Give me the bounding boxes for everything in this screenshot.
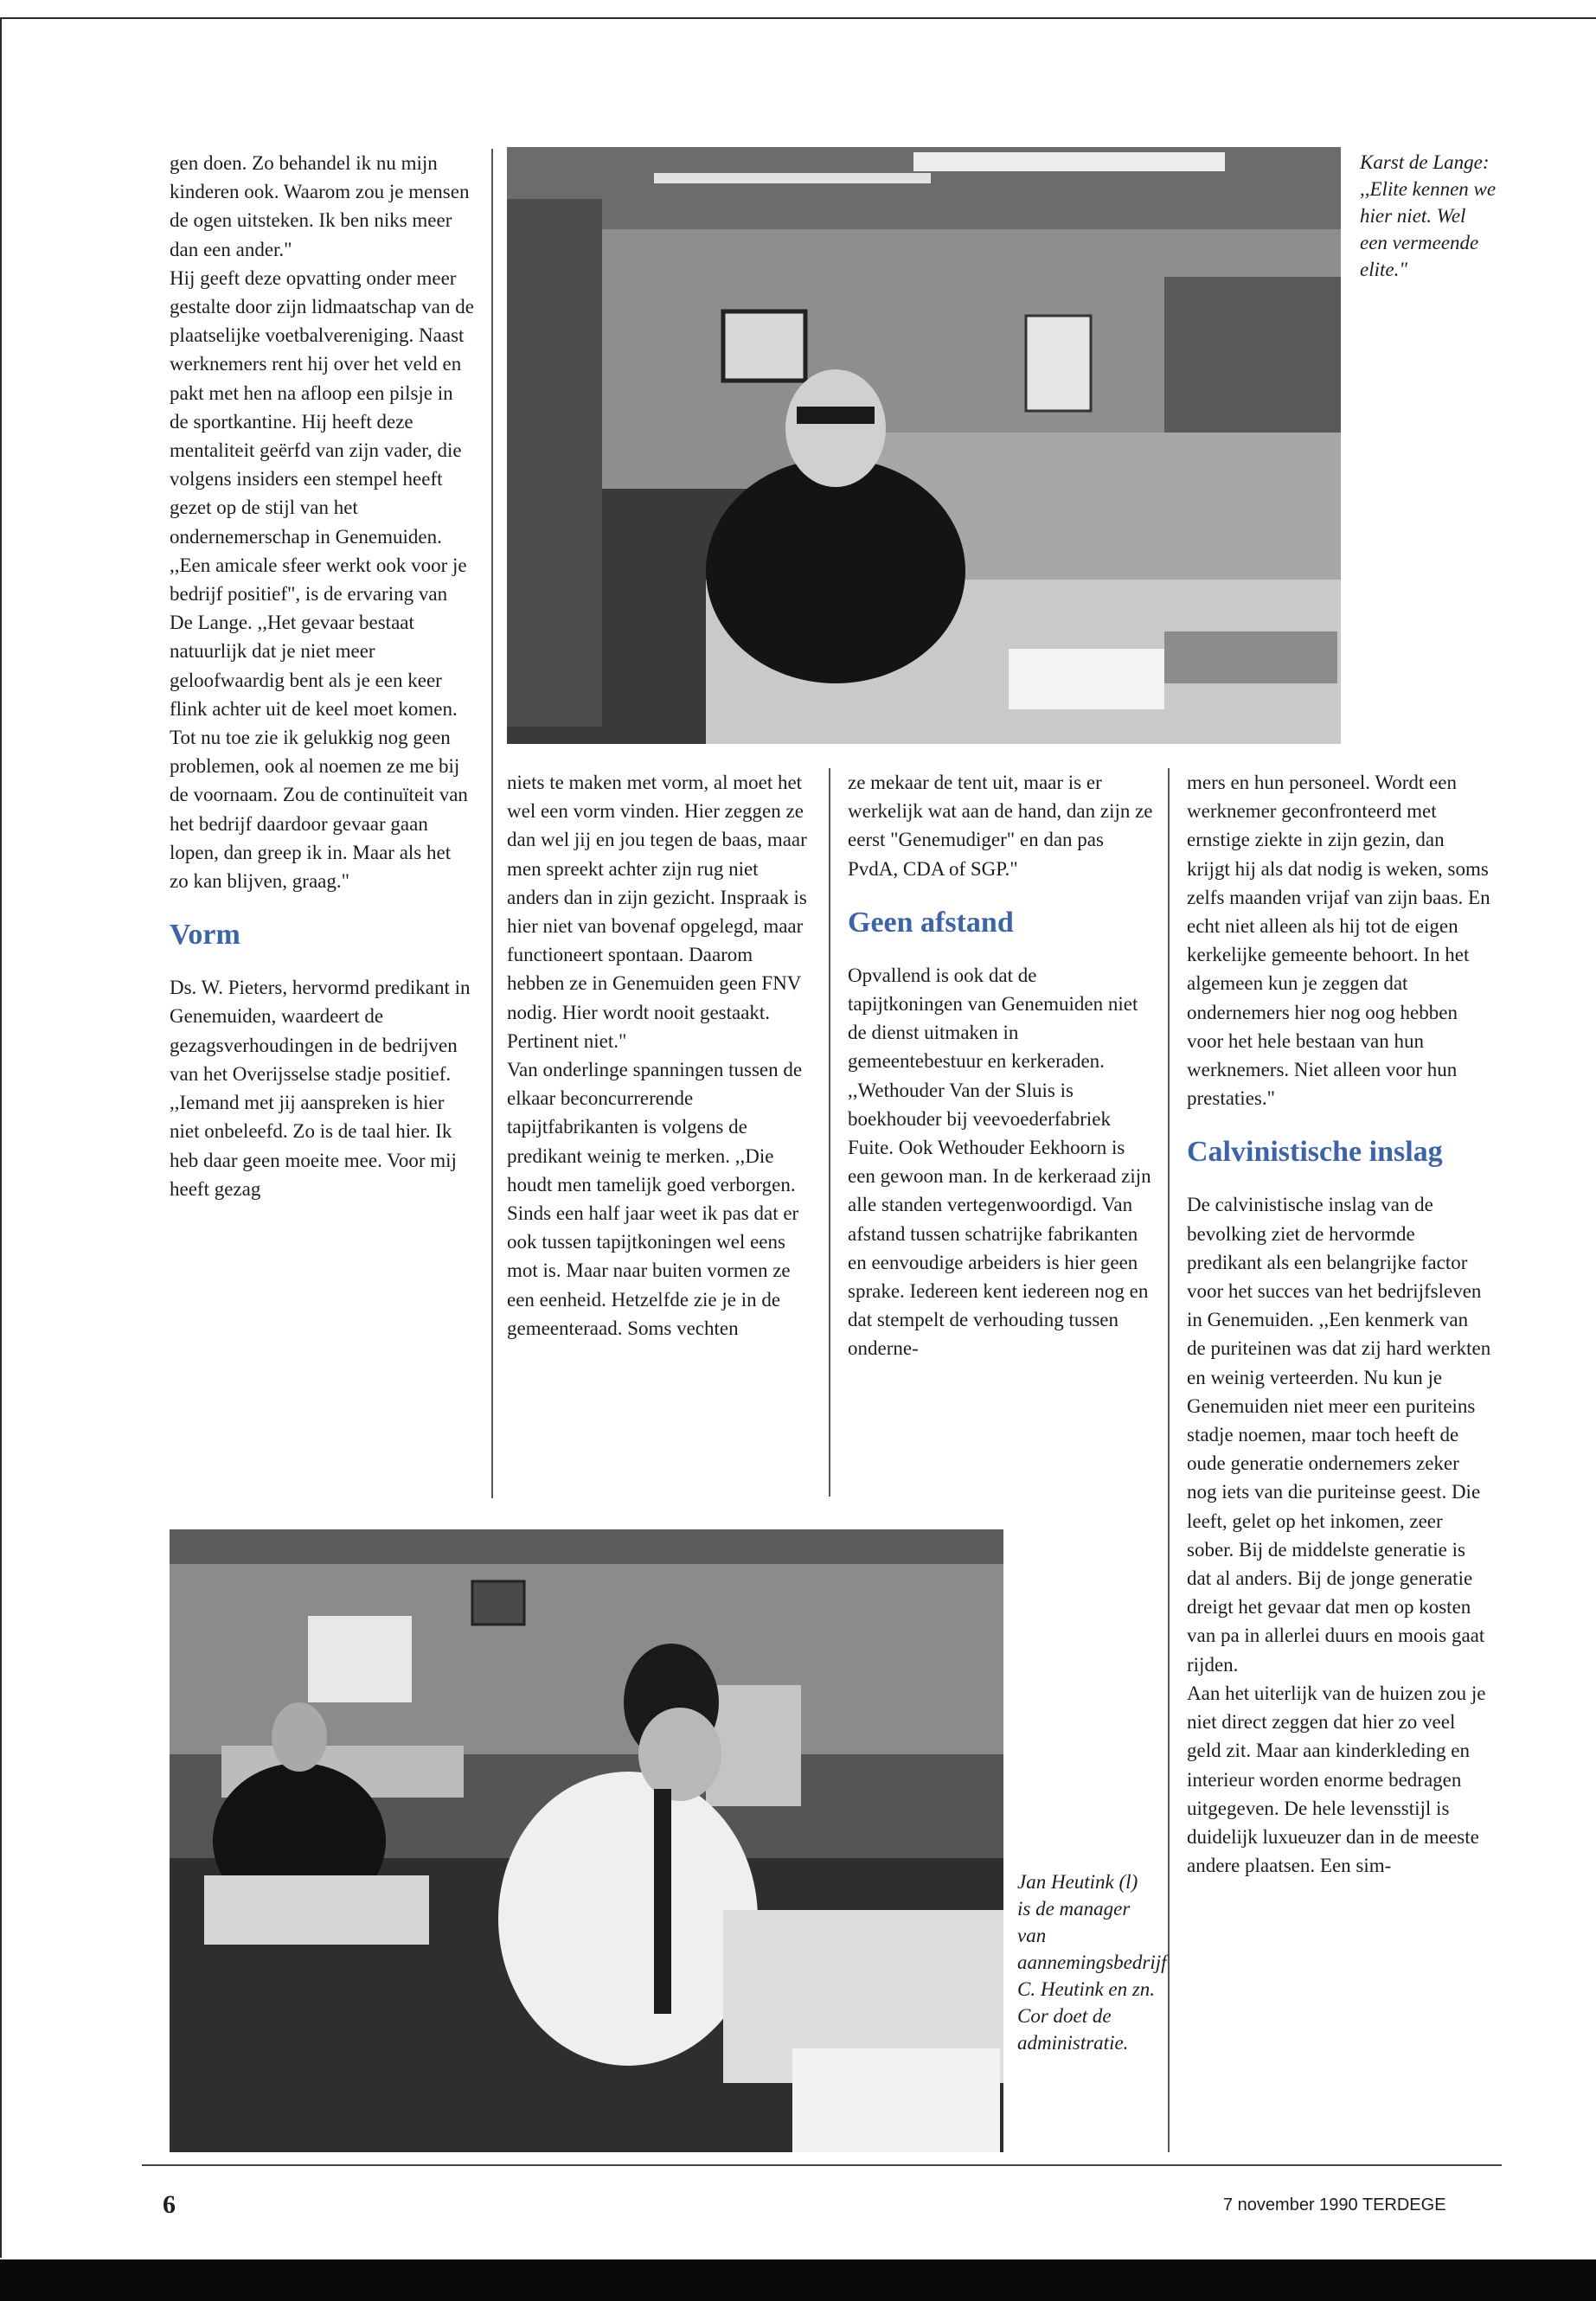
column-1 [170,149,474,1203]
col1-para-3: ,,Een amicale sfeer werkt ook voor je bedrijf positief", is de ervaring van De Lange. ,,Het gevaar bestaat natuurlijk dat je niet meer geloofwaardig bent als je een keer flink achter uit de keel moet komen. Tot nu toe zie ik gelukkig nog geen problemen, ook al noemen ze me bij de voornaam. Zou de continuïteit van het bedrijf daardoor gevaar gaan lopen, dan greep ik in. Maar als het zo kan blijven, graag." [170,554,468,893]
col1-para-1: gen doen. Zo behandel ik nu mijn kinderen ook. Waarom zou je mensen de ogen uitsteken. Ik ben niks meer dan een ander." [170,152,470,260]
col4-para-3: Aan het uiterlijk van de huizen zou je niet direct zeggen dat hier zo veel geld zit. Maar aan kinderkleding en interieur worden enorme bedragen uitgegeven. De hele levensstijl is duidelijk luxueuzer dan in de meeste andere plaatsen. Een sim- [1187,1682,1486,1877]
col2-para-2: Van onderlinge spanningen tussen de elkaar beconcurrerende tapijtfabrikanten is volgens de predikant weinig te merken. ,,Die houdt men tamelijk goed verborgen. Sinds een half jaar weet ik pas dat er ook tussen tapijtkoningen wel eens mot is. Maar naar buiten vormen ze een eenheid. Hetzelfde zie je in de gemeenteraad. Soms vechten [507,1059,803,1339]
page-border-top [0,17,1596,19]
caption-top: Karst de Lange: ,,Elite kennen we hier niet. Wel een vermeende elite." [1360,151,1497,280]
page-border-bottom [0,2259,1596,2301]
caption-bottom: Jan Heutink (l) is de manager van aannemingsbedrijf C. Heutink en zn. Cor doet de administratie. [1017,1871,1167,2054]
col4-para-1: mers en hun personeel. Wordt een werknemer geconfronteerd met ernstige ziekte in zijn gezin, dan krijgt hij als dat nodig is weken, soms zelfs maanden vrijaf van zijn baas. En echt niet alleen als hij tot de eigen kerkelijke gemeente behoort. In het algemeen kun je zeggen dat ondernemers hier nog oog hebben voor het hele bestaan van hun werknemers. Niet alleen voor hun prestaties." [1187,772,1490,1110]
col4-para-2: De calvinistische inslag van de bevolking ziet de hervormde predikant als een belangrijke factor voor het succes van het bedrijfsleven in Genemuiden. ,,Een kenmerk van de puriteinen was dat zij hard werkten en weinig verteerden. Nu kun je Genemuiden niet meer een puriteins stadje noemen, maar toch heeft de oude generatie ondernemers zeker nog iets van die puriteinse geest. Die leeft, gelet op het inkomen, zeer sober. Bij de middelste generatie is dat al anders. Bij de jonge generatie dreigt het gevaar dat men op kosten van pa in allerlei duurs en moois gaat rijden. [1187,1194,1491,1676]
page-number: 6 [163,2190,176,2219]
col1-para-2: Hij geeft deze opvatting onder meer gestalte door zijn lidmaatschap van de plaatselijke voetbalvereniging. Naast werknemers rent hij over het veld en pakt met hen na afloop een pilsje in de sportkantine. Hij heeft deze mentaliteit geërfd van zijn vader, die volgens insiders een stempel heeft gezet op de stijl van het ondernemerschap in Genemuiden. [170,266,474,548]
column-3 [848,768,1154,1363]
col3-para-1: ze mekaar de tent uit, maar is er werkelijk wat aan de hand, dan zijn ze eerst "Genemudiger" en dan pas PvdA, CDA of SGP." [848,772,1153,880]
col2-para-1: niets te maken met vorm, al moet het wel een vorm vinden. Hier zeggen ze dan wel jij en jou tegen de baas, maar men spreekt achter zijn rug niet anders dan in zijn gezicht. Inspraak is hier niet van bovenaf opgelegd, maar functioneert spontaan. Daarom hebben ze in Genemuiden geen FNV nodig. Hier wordt nooit gestaakt. Pertinent niet." [507,772,807,1052]
column-4 [1187,768,1491,1880]
column-2 [507,768,811,1343]
photo-image-2 [170,1529,1003,2152]
col3-para-2: Opvallend is ook dat de tapijtkoningen van Genemuiden niet de dienst uitmaken in gemeentebestuur en kerkeraden. ,,Wethouder Van der Sluis is boekhouder bij veevoederfabriek Fuite. Ook Wethouder Eekhoorn is een gewoon man. In de kerkeraad zijn alle standen vertegenwoordigd. Van afstand tussen schatrijke fabrikanten en eenvoudige arbeiders is hier geen sprake. Iedereen kent iedereen nog en dat stempelt de verhouding tussen onderne- [848,964,1151,1360]
page-border-left [0,17,2,2258]
column-rule-3 [1168,768,1170,2152]
heading-vorm: Vorm [170,919,240,952]
photo-heutink-office [170,1529,1003,2152]
heading-geen-afstand: Geen afstand [848,906,1014,939]
photo-image [507,147,1341,744]
issue-label: 7 november 1990 TERDEGE [1223,2195,1446,2214]
footer-rule [142,2164,1502,2166]
column-rule-2 [829,768,830,1497]
photo-karst-de-lange [507,147,1341,744]
heading-calvinistische-inslag: Calvinistische inslag [1187,1136,1443,1169]
col1-para-4: Ds. W. Pieters, hervormd predikant in Genemuiden, waardeert de gezagsverhoudingen in de bedrijven van het Overijsselse stadje positief. ,,Iemand met jij aanspreken is hier niet onbeleefd. Zo is de taal hier. Ik heb daar geen moeite mee. Voor mij heeft gezag [170,977,471,1200]
column-rule-1 [491,149,493,1498]
